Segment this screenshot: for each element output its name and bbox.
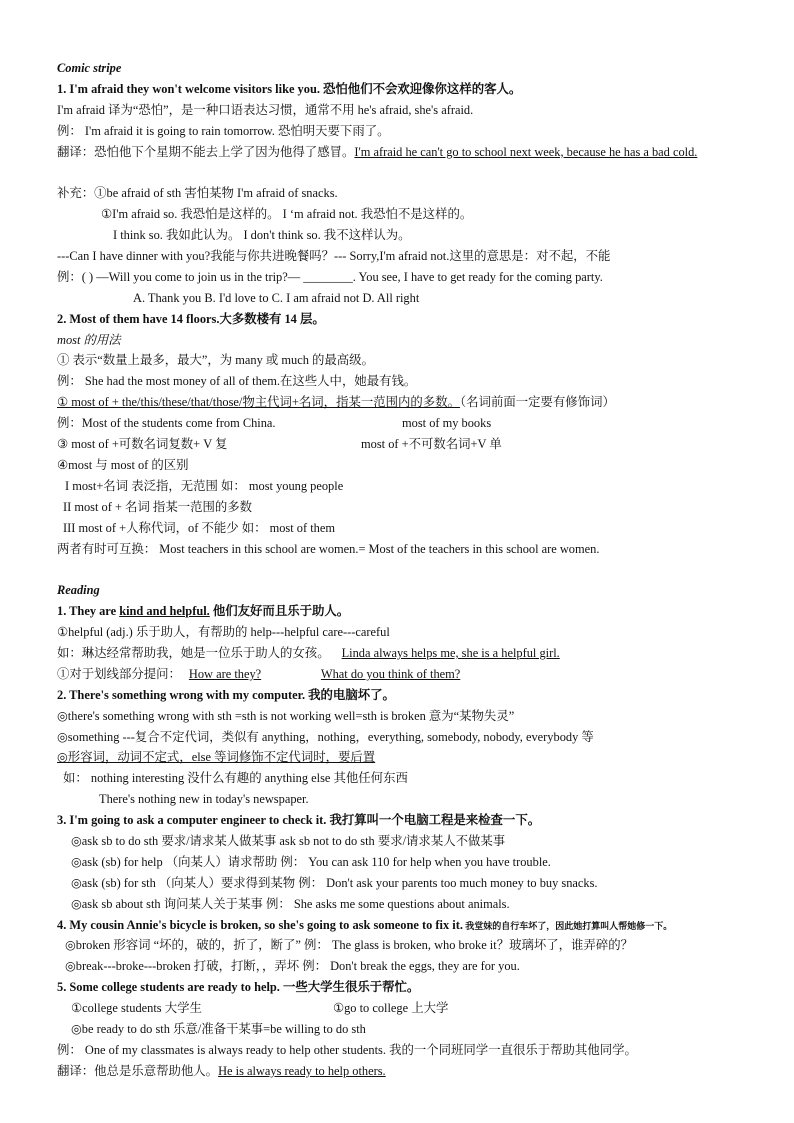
- sentence-title: 2. There's something wrong with my computer. 我的电脑坏了。: [57, 687, 395, 702]
- question-prompt: ①对于划线部分提问：: [57, 666, 181, 681]
- note-line: ①helpful (adj.) 乐于助人，有帮助的 help---helpful care---careful: [57, 625, 390, 640]
- note-line: I most+名词 表泛指，无范围 如： most young people: [65, 478, 344, 493]
- note-line: ◎be ready to do sth 乐意/准备干某事=be willing to do sth: [71, 1021, 366, 1036]
- example-prompt: 如：琳达经常帮助我，她是一位乐于助人的女孩。: [57, 645, 330, 660]
- sentence-title: 1. I'm afraid they won't welcome visitors like you. 恐怕他们不会欢迎像你这样的客人。: [57, 81, 522, 96]
- rule-b: most of +不可数名词+V 单: [361, 437, 502, 452]
- exercise-question: 例：( ) —Will you come to join us in the trip?— ________. You see, I have to get ready for the coming party.: [57, 269, 603, 284]
- note-line: ◎there's something wrong with sth =sth is not working well=sth is broken 意为“某物失灵”: [57, 708, 515, 723]
- title-part: 4. My cousin Annie's bicycle is broken, so she's going to ask someone to fix it.: [57, 917, 463, 932]
- spacer: [57, 559, 757, 580]
- note-line: III most of +人称代词，of 不能少 如： most of them: [63, 520, 335, 535]
- note-line: ◎ask (sb) for help （向某人）请求帮助 例： You can ask 110 for help when you have trouble.: [71, 854, 551, 869]
- rule-remark: （名词前面一定要有修饰词）: [459, 395, 615, 410]
- translation-answer: He is always ready to help others.: [218, 1063, 386, 1078]
- example-a: 例：Most of the students come from China.: [57, 416, 276, 431]
- exercise-options: A. Thank you B. I'd love to C. I am afraid not D. All right: [133, 290, 420, 305]
- note-line: ④most 与 most of 的区别: [57, 457, 189, 472]
- title-part: 1. They are: [57, 604, 120, 619]
- sentence-title: [57, 915, 757, 936]
- note-line: II most of + 名词 指某一范围的多数: [63, 499, 253, 514]
- example-line: 例： I'm afraid it is going to rain tomorrow. 恐怕明天要下雨了。: [57, 123, 390, 138]
- translation-answer: I'm afraid he can't go to school next week, because he has a bad cold.: [354, 144, 698, 159]
- usage-subheading: most 的用法: [57, 332, 121, 347]
- supplement-line: 补充：①be afraid of sth 害怕某物 I'm afraid of snacks.: [57, 186, 338, 201]
- note-line: ◎ask sb to do sth 要求/请求某人做某事 ask sb not to do sth 要求/请求某人不做某事: [71, 833, 506, 848]
- example-answer: Linda always helps me, she is a helpful girl.: [341, 645, 560, 660]
- rule-text: ① most of + the/this/these/that/those/物主代词+名词，指某一范围内的多数。: [57, 395, 460, 410]
- translation-line: [57, 142, 757, 184]
- question-answer-1: How are they?: [188, 666, 262, 681]
- note-line: [57, 664, 757, 685]
- rule-line: [57, 434, 757, 455]
- dialogue-line: ---Can I have dinner with you?我能与你共进晚餐吗？--- Sorry,I'm afraid not.这里的意思是：对不起，不能: [57, 249, 611, 264]
- sentence-title: 3. I'm going to ask a computer engineer to check it. 我打算叫一个电脑工程是来检查一下。: [57, 813, 541, 828]
- note-line: ◎ask (sb) for sth （向某人）要求得到某物 例： Don't ask your parents too much money to buy snacks.: [71, 875, 598, 890]
- note-line: ◎break---broke---broken 打破，打断，，弄坏 例： Don't break the eggs, they are for you.: [65, 959, 520, 974]
- rule-a: ③ most of +可数名词复数+ V 复: [57, 437, 228, 452]
- example-b: most of my books: [402, 416, 492, 431]
- example-line: 例： One of my classmates is always ready to help other students. 我的一个同班同学一直很乐于帮助其他同学。: [57, 1042, 637, 1057]
- example-line: 例： She had the most money of all of them.在这些人中，她最有钱。: [57, 374, 417, 389]
- translation-prompt: 翻译：他总是乐意帮助他人。: [57, 1063, 219, 1078]
- section-heading-reading: Reading: [57, 583, 100, 598]
- phrase-a: ①college students 大学生: [71, 1001, 202, 1016]
- title-translation: 我堂妹的自行车坏了，因此她打算叫人帮她修一下。: [462, 920, 673, 931]
- supplement-line: ①I'm afraid so. 我恐怕是这样的。 I ‘m afraid not. 我恐怕不是这样的。: [101, 207, 473, 222]
- example-line: [57, 413, 757, 434]
- section-heading-comic: Comic stripe: [57, 61, 122, 75]
- note-line: [57, 392, 757, 413]
- note-line: I'm afraid 译为“恐怕”，是一种口语表达习惯，通常不用 he's afraid, she's afraid.: [57, 102, 474, 117]
- title-underlined: kind and helpful.: [119, 604, 210, 619]
- sentence-title: [57, 601, 757, 622]
- note-line: [57, 998, 757, 1019]
- note-line: 两者有时可互换： Most teachers in this school are women.= Most of the teachers in this school are women.: [57, 541, 600, 556]
- note-line: ◎something ---复合不定代词，类似有 anything，nothing，everything, somebody, nobody, everybody 等: [57, 729, 594, 744]
- note-line: ① 表示“数量上最多，最大”，为 many 或 much 的最高级。: [57, 353, 374, 368]
- note-line: ◎broken 形容词 “坏的，破的，折了，断了” 例： The glass is broken, who broke it？玻璃坏了，谁弄碎的？: [65, 938, 633, 953]
- translation-prompt: 翻译：恐怕他下个星期不能去上学了因为他得了感冒。: [57, 144, 355, 159]
- note-line: ◎形容词，动词不定式，else 等词修饰不定代词时，要后置: [57, 750, 376, 765]
- document-page: [57, 58, 757, 1082]
- phrase-b: ①go to college 上大学: [333, 1001, 449, 1016]
- translation-line: [57, 1061, 757, 1082]
- example-line: There's nothing new in today's newspaper.: [99, 792, 309, 807]
- title-part: 他们友好而且乐于助人。: [209, 604, 350, 619]
- example-line: [57, 643, 757, 664]
- sentence-title: 2. Most of them have 14 floors.大多数楼有 14 层。: [57, 311, 325, 326]
- question-answer-2: What do you think of them?: [320, 666, 461, 681]
- sentence-title: 5. Some college students are ready to help. 一些大学生很乐于帮忙。: [57, 980, 420, 995]
- example-line: 如： nothing interesting 没什么有趣的 anything else 其他任何东西: [63, 771, 408, 786]
- note-line: ◎ask sb about sth 询问某人关于某事 例： She asks me some questions about animals.: [71, 896, 510, 911]
- supplement-line: I think so. 我如此认为。 I don't think so. 我不这样认为。: [113, 228, 411, 243]
